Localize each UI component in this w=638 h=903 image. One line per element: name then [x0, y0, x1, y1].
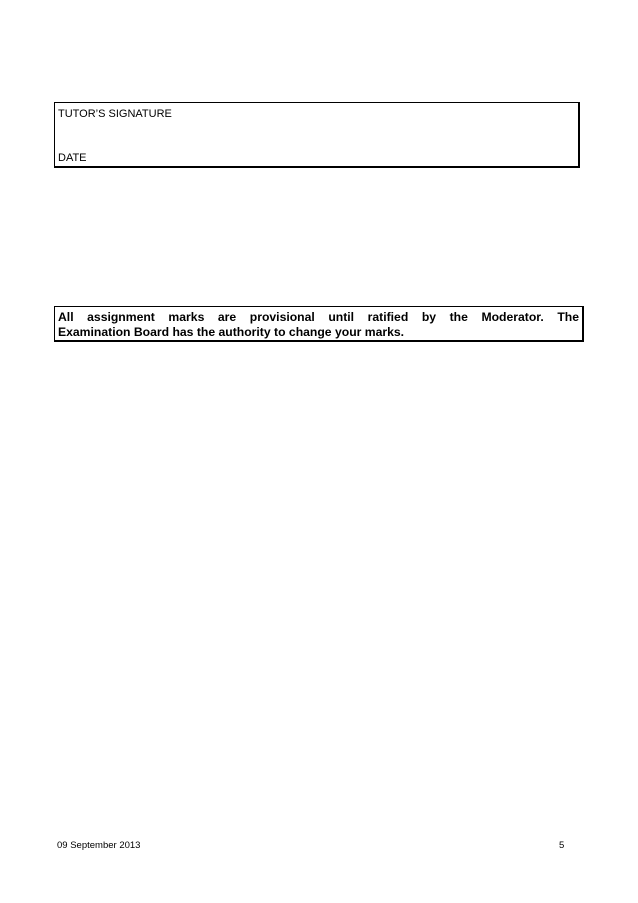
tutor-signature-label: TUTOR’S SIGNATURE	[58, 108, 172, 120]
provisional-marks-notice	[54, 306, 584, 342]
footer-page-number: 5	[559, 840, 565, 851]
notice-line-1: All assignment marks are provisional until ratified by the Moderator. The	[58, 310, 579, 324]
footer-date: 09 September 2013	[57, 840, 141, 851]
tutor-signature-box	[54, 102, 580, 168]
date-label: DATE	[58, 152, 87, 164]
notice-line-2: Examination Board has the authority to change your marks.	[58, 325, 405, 339]
